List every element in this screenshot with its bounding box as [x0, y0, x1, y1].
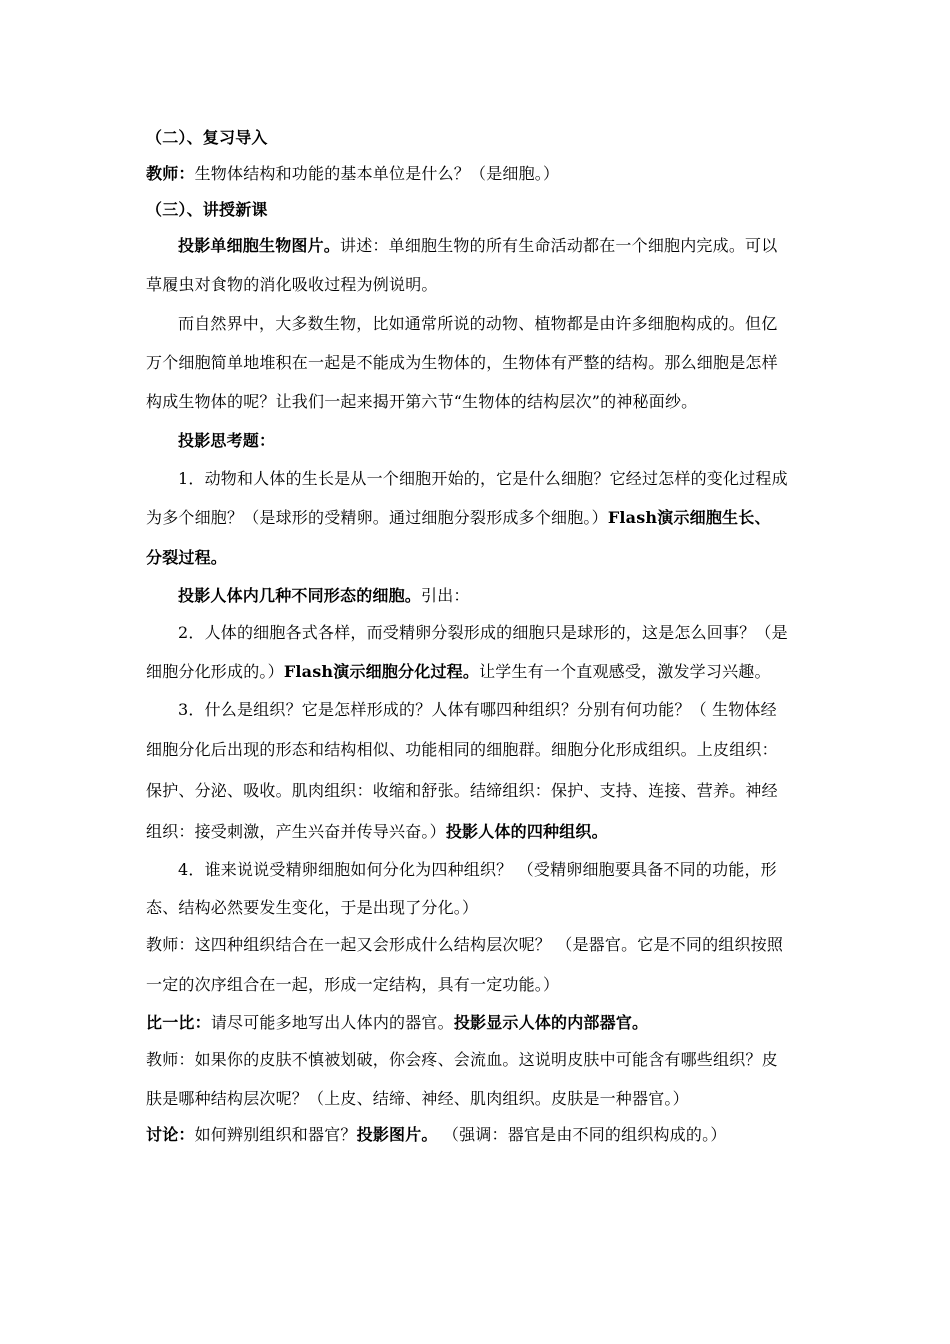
bold-instruction: 投影图片。 — [356, 1125, 438, 1144]
bold-instruction: 投影单细胞生物图片。 — [178, 236, 341, 255]
bold-instruction: 投影人体的四种组织。 — [445, 822, 608, 841]
question-3-line: 保护、分泌、吸收。肌肉组织：收缩和舒张。结缔组织：保护、支持、连接、营养。神经 — [146, 781, 778, 800]
bold-instruction: Flash演示细胞分化过程。 — [283, 662, 480, 681]
paragraph-line: 肤是哪种结构层次呢？（上皮、结缔、神经、肌肉组织。皮肤是一种器官。） — [146, 1089, 689, 1108]
paragraph-text: 引出： — [421, 586, 470, 605]
paragraph-text: 如何辨别组织和器官？ — [194, 1125, 357, 1144]
paragraph-line: 构成生物体的呢？让我们一起来揭开第六节“生物体的结构层次”的神秘面纱。 — [146, 392, 698, 411]
speaker-label: 教师： — [146, 164, 195, 183]
question-3-line — [146, 822, 816, 842]
paragraph-line: 教师：这四种组织结合在一起又会形成什么结构层次呢？ （是器官。它是不同的组织按照 — [146, 935, 784, 954]
paragraph-text: 请尽可能多地写出人体内的器官。 — [210, 1013, 454, 1032]
paragraph-discussion — [146, 1125, 816, 1145]
paragraph-text: 为多个细胞？（是球形的受精卵。通过细胞分裂形成多个细胞。） — [146, 508, 608, 527]
paragraph-text: 生物体结构和功能的基本单位是什么？（是细胞。） — [194, 164, 560, 183]
paragraph-text: 讲述：单细胞生物的所有生命活动都在一个细胞内完成。可以 — [340, 236, 778, 255]
bold-instruction: 讨论： — [146, 1125, 195, 1144]
question-1-line — [146, 508, 816, 528]
paragraph-text: 组织：接受刺激，产生兴奋并传导兴奋。） — [146, 822, 446, 841]
paragraph-single-cell — [178, 236, 848, 256]
bold-instruction: 比一比： — [146, 1013, 211, 1032]
paragraph-teacher-question — [146, 164, 816, 184]
bold-instruction: 投影人体内几种不同形态的细胞。 — [178, 586, 422, 605]
paragraph-text: 让学生有一个直观感受，激发学习兴趣。 — [479, 662, 771, 681]
paragraph-cell-shapes — [178, 586, 848, 606]
question-2-line: 2．人体的细胞各式各样，而受精卵分裂形成的细胞只是球形的，这是怎么回事？（是 — [178, 623, 788, 642]
paragraph-line: 教师：如果你的皮肤不慎被划破，你会疼、会流血。这说明皮肤中可能含有哪些组织？皮 — [146, 1050, 778, 1069]
question-3-line: 细胞分化后出现的形态和结构相似、功能相同的细胞群。细胞分化形成组织。上皮组织： — [146, 740, 778, 759]
bold-instruction: 投影显示人体的内部器官。 — [453, 1013, 649, 1032]
bold-instruction: Flash演示细胞生长、 — [607, 508, 771, 527]
paragraph-line: 草履虫对食物的消化吸收过程为例说明。 — [146, 275, 438, 294]
section-heading-new-lesson: （三）、讲授新课 — [146, 200, 268, 219]
question-4-line: 态、结构必然要发生变化，于是出现了分化。） — [146, 898, 479, 917]
question-1-line: 1．动物和人体的生长是从一个细胞开始的，它是什么细胞？它经过怎样的变化过程成 — [178, 469, 788, 488]
paragraph-line: 万个细胞简单地堆积在一起是不能成为生物体的，生物体有严整的结构。那么细胞是怎样 — [146, 353, 778, 372]
question-4-line: 4．谁来说说受精卵细胞如何分化为四种组织？ （受精卵细胞要具备不同的功能，形 — [178, 860, 777, 879]
bold-instruction: 分裂过程。 — [146, 548, 228, 567]
section-heading-review: （二）、复习导入 — [146, 128, 268, 147]
paragraph-line: 而自然界中，大多数生物，比如通常所说的动物、植物都是由许多细胞构成的。但亿 — [178, 314, 778, 333]
paragraph-line: 一定的次序组合在一起，形成一定结构，具有一定功能。） — [146, 975, 560, 994]
bold-instruction: 投影思考题： — [178, 431, 276, 450]
question-2-line — [146, 662, 816, 682]
question-3-line: 3．什么是组织？它是怎样形成的？人体有哪四种组织？分别有何功能？（ 生物体经 — [178, 700, 777, 719]
paragraph-text: 细胞分化形成的。） — [146, 662, 284, 681]
paragraph-text: （强调：器官是由不同的组织构成的。） — [437, 1125, 727, 1144]
paragraph-compare — [146, 1013, 816, 1033]
